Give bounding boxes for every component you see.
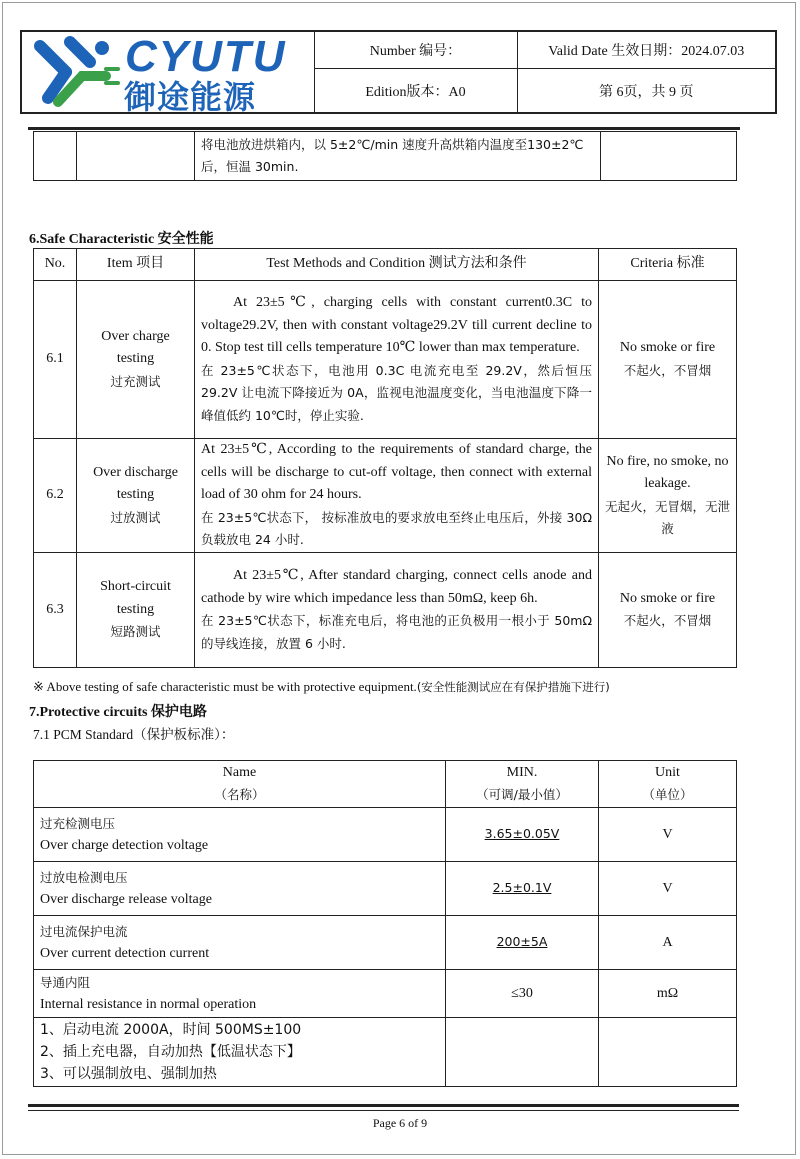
- edition: Edition版本：A0: [314, 69, 517, 113]
- col-header-no: No.: [34, 249, 77, 281]
- table-row: [34, 916, 737, 970]
- method-cn: 在 23±5℃状态下，标准充电后，将电池的正负极用一根小于 50mΩ 的导线连接，放置 6 小时.: [201, 613, 592, 651]
- header-en: Name: [222, 765, 257, 780]
- header-cn: （名称）: [214, 787, 265, 802]
- param-name: [34, 970, 446, 1018]
- param-unit: mΩ: [599, 970, 737, 1018]
- logo-text-cn: 御途能源: [124, 78, 257, 116]
- notes-cell: [34, 1018, 446, 1087]
- document-header: [20, 30, 777, 114]
- param-unit: V: [599, 808, 737, 862]
- empty-cell: [34, 132, 77, 181]
- item-en: Short-circuit: [100, 579, 171, 595]
- param-cn: 过放电检测电压: [40, 869, 128, 885]
- valid-date: Valid Date 生效日期：2024.07.03: [517, 31, 776, 69]
- param-min: [446, 808, 599, 862]
- table-row: [34, 439, 737, 553]
- logo-cell: [21, 31, 314, 116]
- note-line: 1、启动电流 2000A，时间 500MS±100: [40, 1022, 302, 1038]
- table-header-row: [34, 761, 737, 808]
- criteria-cn: 不起火，不冒烟: [623, 613, 712, 628]
- item-en: Over charge: [101, 328, 170, 344]
- header-cn: （单位）: [642, 787, 693, 802]
- logo-mark-icon: [26, 32, 126, 112]
- param-name: [34, 862, 446, 916]
- continued-test-row: [33, 131, 737, 181]
- method-cn: 在 23±5℃状态下， 按标准放电的要求放电至终止电压后，外接 30Ω 负载放电 24 小时.: [201, 509, 592, 548]
- param-unit: V: [599, 862, 737, 916]
- col-header-item: Item 项目: [77, 249, 195, 281]
- row-item: [77, 553, 195, 668]
- row-no: 6.1: [34, 281, 77, 439]
- empty-cell: [601, 132, 737, 181]
- table-row: [34, 553, 737, 668]
- document-number: Number 编号：: [314, 31, 517, 69]
- table-row: [34, 1018, 737, 1087]
- row-criteria: [599, 281, 737, 439]
- col-header-criteria: Criteria 标准: [599, 249, 737, 281]
- safety-table: [33, 248, 737, 668]
- row-no: 6.2: [34, 439, 77, 553]
- col-header-min: [446, 761, 599, 808]
- row-criteria: [599, 553, 737, 668]
- min-value: 2.5±0.1V: [492, 880, 552, 895]
- table-header-row: [34, 249, 737, 281]
- item-cn: 短路测试: [110, 624, 161, 640]
- row-method: [195, 553, 599, 668]
- item-en: testing: [116, 351, 155, 367]
- footer-rule: [28, 1104, 739, 1107]
- param-en: Over current detection current: [40, 945, 210, 961]
- row-criteria: [599, 439, 737, 553]
- criteria-cn: 不起火，不冒烟: [623, 362, 712, 378]
- row-item: [77, 439, 195, 553]
- param-name: [34, 916, 446, 970]
- row-item: [77, 281, 195, 439]
- param-min: ≤30: [446, 970, 599, 1018]
- footer-rule-thin: [28, 1110, 739, 1111]
- logo-text-en: CYUTU: [125, 32, 287, 81]
- company-logo: [22, 32, 309, 116]
- row-method: [195, 439, 599, 553]
- header-en: Unit: [655, 765, 680, 780]
- continued-method-text: 将电池放进烘箱内，以 5±2℃/min 速度升高烘箱内温度至130±2℃后，恒温 30min.: [195, 132, 601, 181]
- empty-cell: [599, 1018, 737, 1087]
- table-row: [34, 970, 737, 1018]
- header-en: MIN.: [506, 765, 538, 780]
- item-cn: 过充测试: [110, 373, 161, 389]
- criteria-cn: 无起火，无冒烟，无泄液: [604, 498, 730, 536]
- param-unit: A: [599, 916, 737, 970]
- pcm-subtitle: 7.1 PCM Standard（保护板标准）：: [33, 727, 235, 742]
- param-en: Over charge detection voltage: [40, 837, 209, 853]
- note-line: 2、插上充电器，自动加热【低温状态下】: [40, 1044, 301, 1060]
- criteria-en: No smoke or fire: [619, 340, 716, 355]
- header-rule: [28, 127, 740, 130]
- page-footer: Page 6 of 9: [372, 1116, 428, 1130]
- section-7-title: 7.Protective circuits 保护电路: [29, 705, 207, 720]
- param-cn: 导通内阻: [40, 974, 91, 990]
- param-min: [446, 916, 599, 970]
- empty-cell: [77, 132, 195, 181]
- note-en: ※ Above testing of safe characteristic must be with protective equipment.: [33, 679, 417, 694]
- method-cn: 在 23±5℃状态下，电池用 0.3C 电流充电至 29.2V，然后恒压 29.2V 让电流下降接近为 0A，监视电池温度变化，当电池温度下降一峰值低约 10℃时，停止实验.: [201, 362, 592, 423]
- pcm-table: [33, 760, 737, 1087]
- item-cn: 过放测试: [110, 509, 161, 525]
- item-en: testing: [116, 487, 155, 503]
- param-min: [446, 862, 599, 916]
- table-row: [34, 281, 737, 439]
- col-header-name: [34, 761, 446, 808]
- item-en: testing: [116, 601, 155, 617]
- row-method: [195, 281, 599, 439]
- row-no: 6.3: [34, 553, 77, 668]
- col-header-unit: [599, 761, 737, 808]
- item-en: Over discharge: [93, 464, 178, 480]
- method-en: At 23±5℃, After standard charging, connect cells anode and cathode by wire which impedance less than 50mΩ, keep 6h.: [201, 568, 592, 606]
- criteria-en: No smoke or fire: [619, 590, 716, 606]
- section-6-title: 6.Safe Characteristic 安全性能: [29, 232, 214, 247]
- param-cn: 过充检测电压: [40, 815, 116, 831]
- table-row: [34, 862, 737, 916]
- safety-note: [33, 679, 610, 695]
- param-en: Over discharge release voltage: [40, 891, 212, 907]
- param-name: [34, 808, 446, 862]
- header-cn: （可调/最小值）: [476, 787, 568, 802]
- param-cn: 过电流保护电流: [40, 923, 128, 939]
- table-row: [34, 808, 737, 862]
- empty-cell: [446, 1018, 599, 1087]
- method-en: At 23±5℃, charging cells with constant current0.3C to voltage29.2V, then with constant voltage29.2V till current decline to 0. Stop test till cells temperature 10℃ lower than max temperature.: [201, 295, 592, 355]
- col-header-method: Test Methods and Condition 测试方法和条件: [195, 249, 599, 281]
- method-en: At 23±5℃, According to the requirements of standard charge, the cells will be discharge to cut-off voltage, then connect with external load of 30 ohm for 24 hours.: [201, 442, 592, 503]
- criteria-en: No fire, no smoke, no leakage.: [606, 453, 729, 491]
- param-en: Internal resistance in normal operation: [40, 996, 257, 1012]
- min-value: 200±5A: [496, 934, 548, 949]
- note-cn: (安全性能测试应在有保护措施下进行): [416, 680, 610, 694]
- note-line: 3、可以强制放电、强制加热: [40, 1066, 217, 1082]
- page-indicator-cn: 第 6页，共 9 页: [517, 69, 776, 113]
- min-value: 3.65±0.05V: [484, 826, 560, 841]
